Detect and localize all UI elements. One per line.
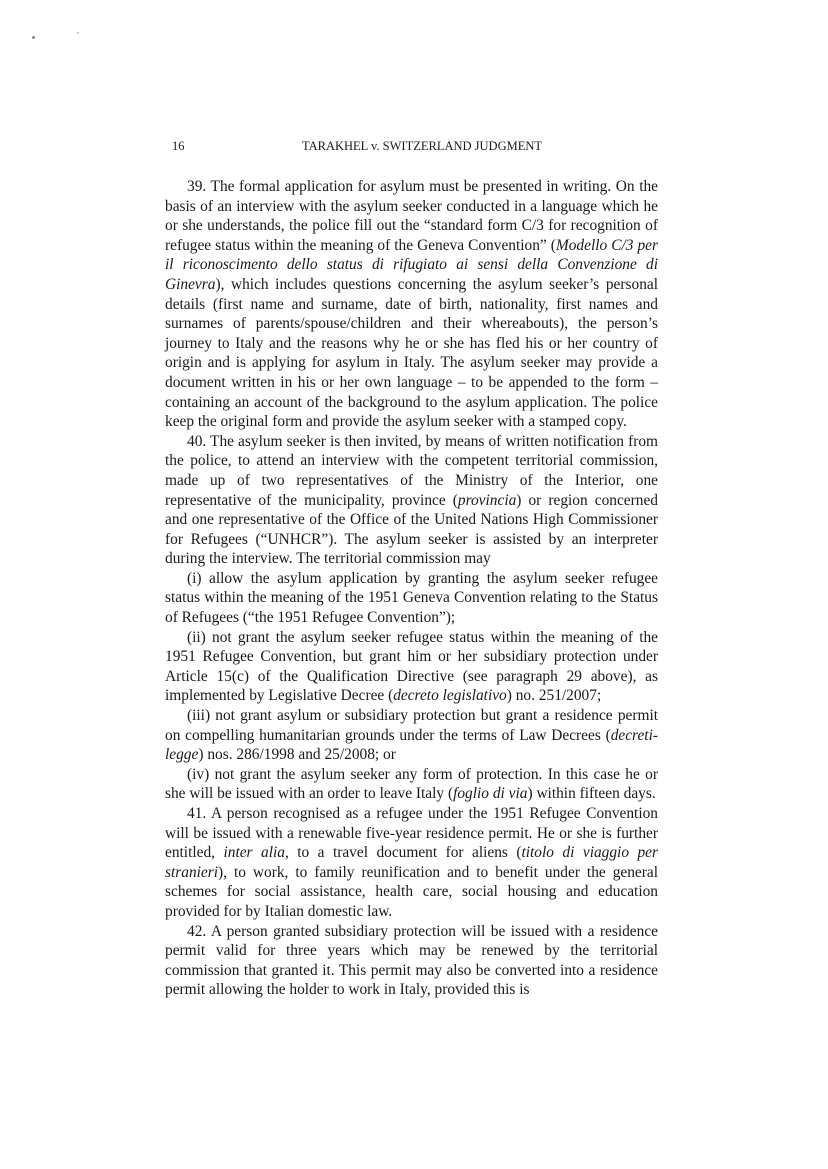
paragraph-text: 40. The asylum seeker is then invited, by means of written notification from the police, to attend an interview with the competent territorial commission, made up of two representatives of the Ministry of the Interior, one representative of the municipality, province ( [165,432,658,509]
paragraph-text: ), which includes questions concerning the asylum seeker’s personal details (first name and surname, date of birth, nationality, first names and surnames of parents/spouse/children and their whereabouts), the person’s journey to Italy and the reasons why he or she has fled his or her country of origin and is applying for asylum in Italy. The asylum seeker may provide a document written in his or her own language – to be appended to the form – containing an account of the background to the asylum application. The police keep the original form and provide the asylum seeker with a stamped copy. [165,275,658,431]
list-item-text: (i) allow the asylum application by granting the asylum seeker refugee status within the meaning of the 1951 Geneva Convention relating to the Status of Refugees (“the 1951 Refugee Convention”); [165,569,658,627]
page-number: 16 [172,139,185,153]
paragraph-42 [165,922,658,1000]
judgment-body [165,177,658,1000]
list-item-iii [165,706,658,765]
italic-term: titolo di viaggio per stranieri [165,844,658,881]
list-item-ii [165,628,658,706]
italic-term: Modello C/3 per il riconoscimento dello status di rifugiato ai sensi della Convenzione di Ginevra [165,236,658,293]
italic-term: decreto legislativo [393,687,507,705]
list-item-text: ) nos. 286/1998 and 25/2008; or [198,746,396,764]
list-item-text: (iii) not grant asylum or subsidiary protection but grant a residence permit on compelling humanitarian grounds under the terms of Law Decrees ( [165,707,658,744]
paragraph-40 [165,432,658,569]
paragraph-41 [165,804,658,922]
list-item-text: (iv) not grant the asylum seeker any form of protection. In this case he or she will be issued with an order to leave Italy ( [165,765,658,803]
paragraph-text: 42. A person granted subsidiary protection will be issued with a residence permit valid for three years which may be renewed by the territorial commission that granted it. This permit may also be converted into a residence permit allowing the holder to work in Italy, provided this is [165,922,658,999]
list-item-text: ) within fifteen days. [527,785,656,803]
list-item-text: ) no. 251/2007; [506,687,602,705]
paragraph-text: ) or region concerned and one representative of the Office of the United Nations High Commissioner for Refugees (“UNHCR”). The asylum seeker is assisted by an interpreter during the interview. The territorial commission may [165,491,658,568]
italic-term: provincia [457,491,517,509]
paragraph-text: ), to work, to family reunification and to benefit under the general schemes for social assistance, health care, social housing and education provided for by Italian domestic law. [165,863,658,920]
running-title: TARAKHEL v. SWITZERLAND JUDGMENT [301,139,543,153]
paragraph-text: , to a travel document for aliens ( [284,844,522,862]
paragraph-text: 41. A person recognised as a refugee under the 1951 Refugee Convention will be issued with a renewable five-year residence permit. He or she is further entitled, [165,805,658,862]
page-header [172,139,658,157]
scan-speck [77,32,79,34]
scan-speck [32,36,35,39]
italic-term: foglio di via [453,785,528,803]
list-item-i [165,569,658,628]
italic-term: inter alia [223,844,285,862]
list-item-text: (ii) not grant the asylum seeker refugee status within the meaning of the 1951 Refugee Convention, but grant him or her subsidiary protection under Article 15(c) of the Qualification Directive (see paragraph 29 above), as implemented by Legislative Decree ( [165,628,658,705]
list-item-iv [165,765,658,804]
italic-term: decreti-legge [165,726,658,764]
paragraph-39 [165,177,658,432]
paragraph-text: 39. The formal application for asylum must be presented in writing. On the basis of an interview with the asylum seeker conducted in a language which he or she understands, the police fill out the “standard form C/3 for recognition of refugee status within the meaning of the Geneva Convention” ( [165,178,658,254]
